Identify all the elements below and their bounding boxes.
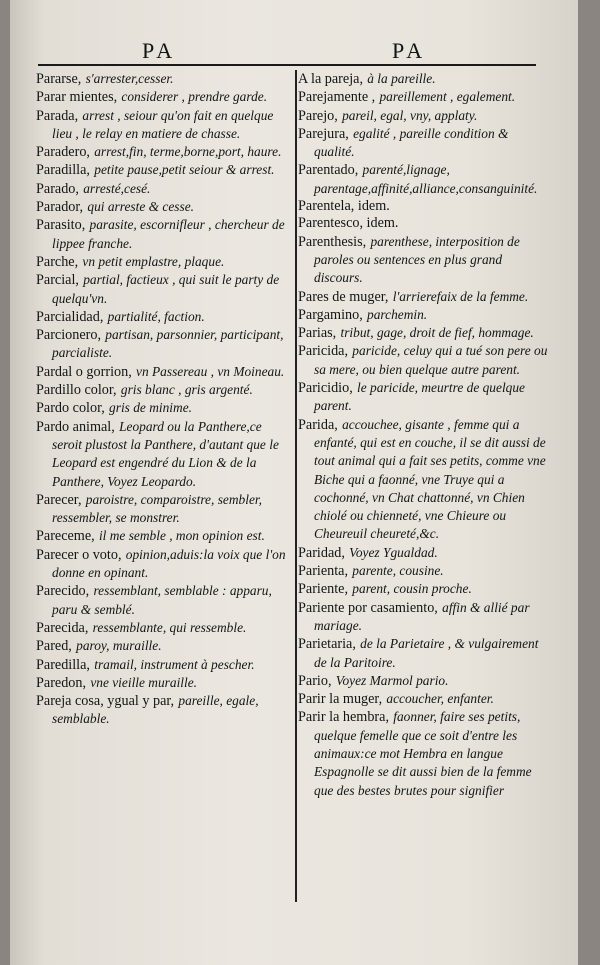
dictionary-entry: [36, 418, 288, 491]
entry-definition: petite pause,petit seiour & arrest.: [94, 162, 275, 178]
dictionary-entry: [36, 70, 288, 88]
right-column: [298, 70, 548, 800]
entry-headword: Parador,: [36, 199, 84, 216]
entry-definition: ressemblant, semblable : apparu, paru & semblé.: [52, 583, 272, 617]
dictionary-entry: [36, 399, 288, 417]
dictionary-entry: [298, 672, 548, 690]
dictionary-entry: [298, 599, 548, 636]
dictionary-entry: [36, 381, 288, 399]
entry-headword: A la pareja,: [298, 71, 363, 87]
entry-headword: Pario,: [298, 672, 332, 689]
dictionary-entry: [36, 619, 288, 637]
entry-definition: opinion,aduis:la voix que l'on donne en opinant.: [52, 546, 286, 581]
entry-definition: le paricide, meurtre de quelque parent.: [314, 380, 525, 414]
entry-headword: Pardo animal,: [36, 418, 115, 435]
entry-headword: Pariente por casamiento,: [298, 599, 438, 616]
dictionary-entry: [298, 580, 548, 598]
entry-definition: arresté,cesé.: [83, 180, 151, 196]
entry-headword: Parada,: [36, 107, 79, 124]
dictionary-entry: [36, 271, 288, 308]
entry-definition: vne vieille muraille.: [90, 674, 198, 690]
entry-definition: s'arrester,cesser.: [85, 71, 174, 86]
entry-headword: Pared,: [36, 638, 72, 655]
dictionary-entry: [298, 635, 548, 672]
dictionary-entry: [36, 253, 288, 271]
entry-definition: ressemblante, qui ressemble.: [92, 619, 247, 635]
entry-definition: l'arrierefaix de la femme.: [392, 288, 529, 304]
entry-headword: Pareja cosa, ygual y par,: [36, 693, 175, 710]
header-rule: [38, 64, 536, 66]
entry-definition: pareille, egale, semblable.: [52, 693, 259, 727]
dictionary-entry: [298, 306, 548, 324]
dictionary-entry: [298, 198, 548, 215]
entry-definition: parenthese, interposition de paroles ou sentences en plus grand discours.: [314, 233, 520, 286]
dictionary-entry: [298, 233, 548, 288]
entry-headword: Parado,: [36, 180, 79, 197]
entry-headword: Pardo color,: [36, 400, 105, 417]
entry-definition: qui arreste & cesse.: [87, 199, 194, 215]
entry-headword: Pareceme,: [36, 528, 95, 545]
entry-definition: Leopard ou la Panthere,ce seroit plustost la Panthere, d'autant que le Leopard est engendré du Lion & de la Panthere, Voyez Leopardo.: [52, 418, 279, 489]
entry-definition: parenté,lignage, parentage,affinité,alliance,consanguinité.: [314, 162, 538, 196]
entry-headword: Parejamente ,: [298, 89, 376, 106]
entry-definition: faonner, faire ses petits, quelque femelle que ce soit d'entre les animaux:ce mot Hembra en langue Espagnolle se dit aussi bien de la femme que des bestes brutes pour signifier: [314, 709, 532, 798]
entry-headword: Pargamino,: [298, 306, 363, 323]
dictionary-entry: [36, 527, 288, 545]
entry-definition: egalité , pareille condition & qualité.: [314, 125, 509, 160]
entry-definition: arrest,fin, terme,borne,port, haure.: [94, 144, 282, 160]
entry-headword: Paredilla,: [36, 656, 90, 673]
entry-definition: parente, cousine.: [352, 563, 444, 579]
entry-headword: Parcialidad,: [36, 308, 104, 325]
dictionary-entry: [298, 342, 548, 379]
entry-headword: Paricidio,: [298, 380, 353, 397]
entry-headword: Pardal o gorrion,: [36, 363, 132, 380]
entry-definition: arrest , seiour qu'on fait en quelque lieu , le relay en matiere de chasse.: [52, 107, 274, 141]
entry-definition: paroistre, comparoistre, sembler, ressembler, se monstrer.: [52, 491, 262, 526]
entry-headword: Parcial,: [36, 272, 79, 289]
entry-headword: Parir la hembra,: [298, 709, 389, 726]
dictionary-entry: [298, 215, 548, 232]
entry-headword: Pariente,: [298, 581, 349, 598]
entry-definition: partisan, parsonnier, participant, parcialiste.: [52, 327, 284, 361]
entry-definition: à la pareille.: [367, 71, 436, 86]
entry-headword: Paridad,: [298, 544, 345, 561]
entry-definition: pareillement , egalement.: [379, 89, 516, 105]
dictionary-entry: [36, 88, 288, 106]
dictionary-entry: [298, 544, 548, 562]
entry-headword: Parcionero,: [36, 327, 102, 344]
entry-headword: Parecida,: [36, 619, 89, 636]
dictionary-entry: [298, 690, 548, 708]
dictionary-entry: [36, 491, 288, 528]
dictionary-entry: [36, 216, 288, 253]
entry-headword: Parasito,: [36, 217, 86, 234]
dictionary-entry: [36, 674, 288, 692]
dictionary-entry: [298, 70, 548, 88]
entry-headword: Parecer,: [36, 491, 82, 508]
dictionary-entry: [36, 656, 288, 674]
entry-definition: il me semble , mon opinion est.: [98, 528, 265, 544]
dictionary-entry: [298, 324, 548, 342]
entry-definition: paroy, muraille.: [76, 638, 162, 654]
entry-definition: gris blanc , gris argenté.: [120, 382, 253, 398]
dictionary-entry: [36, 363, 288, 381]
dictionary-entry: [36, 326, 288, 363]
entry-headword: Parecer o voto,: [36, 546, 122, 563]
right-running-head: PA: [392, 38, 427, 63]
dictionary-entry: [36, 143, 288, 161]
entry-definition: vn petit emplastre, plaque.: [82, 253, 225, 269]
entry-headword: Paradilla,: [36, 162, 90, 179]
left-column: [36, 70, 288, 729]
dictionary-entry: [298, 107, 548, 125]
entry-headword: Pararse,: [36, 71, 82, 87]
entry-definition: Voyez Marmol pario.: [335, 672, 449, 688]
dictionary-entry: [36, 161, 288, 179]
dictionary-entry: [298, 379, 548, 416]
entry-headword: Pardillo color,: [36, 382, 117, 399]
entry-headword: Parecido,: [36, 583, 90, 600]
entry-headword: Parida,: [298, 416, 338, 433]
entry-definition: parent, cousin proche.: [352, 581, 472, 597]
entry-definition: gris de minime.: [109, 400, 192, 416]
dictionary-entry: [298, 161, 548, 198]
dictionary-entry: [36, 637, 288, 655]
entry-headword: Parienta,: [298, 563, 349, 580]
dictionary-entry: [298, 562, 548, 580]
entry-headword: Parejo,: [298, 107, 338, 124]
dictionary-entry: [36, 180, 288, 198]
entry-definition: vn Passereau , vn Moineau.: [136, 363, 285, 379]
entry-headword: Parar mientes,: [36, 89, 118, 106]
dictionary-entry: [298, 88, 548, 106]
dictionary-entry: [36, 692, 288, 729]
dictionary-entry: [298, 708, 548, 799]
dictionary-entry: [36, 546, 288, 583]
entry-definition: partialité, faction.: [107, 308, 205, 324]
entry-headword: Parietaria,: [298, 636, 356, 653]
entry-definition: accoucher, enfanter.: [386, 691, 494, 707]
column-divider: [295, 70, 297, 902]
entry-definition: considerer , prendre garde.: [121, 89, 268, 105]
entry-headword: Parenthesis,: [298, 233, 367, 250]
entry-headword: Paricida,: [298, 343, 349, 360]
entry-headword: Parentela, idem.: [298, 198, 390, 215]
entry-definition: de la Parietaire , & vulgairement de la Paritoire.: [314, 636, 539, 670]
entry-headword: Parejura,: [298, 125, 349, 142]
left-running-head: PA: [142, 38, 177, 63]
dictionary-entry: [36, 198, 288, 216]
dictionary-entry: [36, 308, 288, 326]
entry-headword: Parche,: [36, 253, 79, 270]
entry-headword: Parentesco, idem.: [298, 215, 399, 232]
entry-definition: parchemin.: [367, 306, 428, 322]
dictionary-entry: [298, 125, 548, 162]
entry-definition: affin & allié par mariage.: [314, 599, 530, 633]
entry-headword: Parias,: [298, 325, 337, 342]
entry-definition: partial, factieux , qui suit le party de quelqu'vn.: [52, 272, 280, 306]
dictionary-page: [10, 0, 578, 965]
entry-definition: tribut, gage, droit de fief, hommage.: [340, 325, 534, 341]
entry-definition: paricide, celuy qui a tué son pere ou sa mere, ou bien quelque autre parent.: [314, 343, 548, 377]
entry-definition: accouchee, gisante , femme qui a enfanté, qui est en couche, il se dit aussi de tout animal qui a fait ses petits, comme vne Biche qui a faonné, vne Truye qui a cochonné, vn Chat chattonné, vn Chien chiolé ou chienneté, vne Chieure ou Cheureuil cheureté,&c.: [314, 416, 546, 542]
dictionary-entry: [36, 107, 288, 144]
entry-headword: Pares de muger,: [298, 288, 389, 305]
dictionary-entry: [298, 416, 548, 544]
entry-definition: parasite, escornifleur , chercheur de lippee franche.: [52, 217, 285, 251]
entry-headword: Paredon,: [36, 674, 87, 691]
entry-headword: Parentado,: [298, 162, 359, 179]
entry-headword: Paradero,: [36, 144, 90, 161]
entry-definition: Voyez Ygualdad.: [349, 544, 438, 560]
entry-definition: pareil, egal, vny, applaty.: [342, 107, 478, 123]
dictionary-entry: [298, 288, 548, 306]
entry-headword: Parir la muger,: [298, 691, 383, 708]
entry-definition: tramail, instrument à pescher.: [94, 656, 255, 672]
dictionary-entry: [36, 582, 288, 619]
